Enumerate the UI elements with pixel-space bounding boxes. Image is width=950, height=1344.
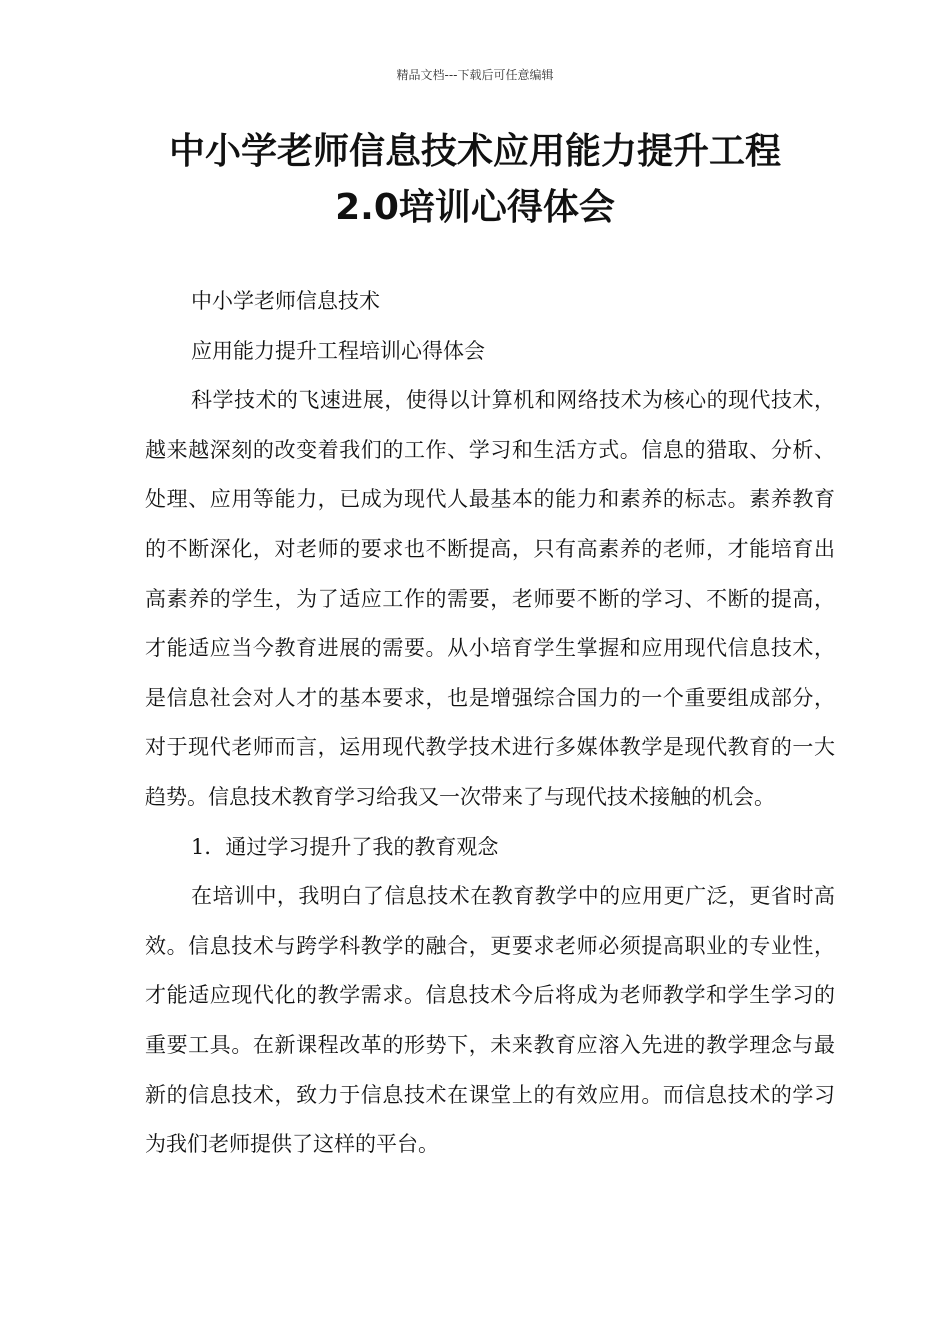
document-title-line-2: 2.0培训心得体会: [335, 187, 615, 228]
section-heading: 1．通过学习提升了我的教育观念: [191, 834, 499, 859]
header-note: 精品文档---下载后可任意编辑: [396, 68, 554, 82]
body-paragraph: 科学技术的飞速进展，使得以计算机和网络技术为核心的现代技术，越来越深刻的改变着我们的工作、学习和生活方式。信息的猎取、分析、处理、应用等能力，已成为现代人最基本的能力和素养的标志。素养教育的不断深化，对老师的要求也不断提高，只有高素养的老师，才能培育出高素养的学生，为了适应工作的需要，老师要不断的学习、不断的提高，才能适应当今教育进展的需要。从小培育学生掌握和应用现代信息技术，是信息社会对人才的基本要求，也是增强综合国力的一个重要组成部分，对于现代老师而言，运用现代教学技术进行多媒体教学是现代教育的一大趋势。信息技术教育学习给我又一次带来了与现代技术接触的机会。: [145, 388, 835, 809]
body-paragraph: 在培训中，我明白了信息技术在教育教学中的应用更广泛，更省时高效。信息技术与跨学科教学的融合，更要求老师必须提高职业的专业性，才能适应现代化的教学需求。信息技术今后将成为老师教学和学生学习的重要工具。在新课程改革的形势下，未来教育应溶入先进的教学理念与最新的信息技术，致力于信息技术在课堂上的有效应用。而信息技术的学习为我们老师提供了这样的平台。: [145, 884, 835, 1157]
document-body: [145, 277, 835, 1170]
subtitle-line-2: 应用能力提升工程培训心得体会: [191, 338, 485, 363]
document-title-line-1: 中小学老师信息技术应用能力提升工程: [168, 131, 781, 172]
document-title: [80, 124, 870, 236]
subtitle-line-1: 中小学老师信息技术: [191, 289, 380, 313]
